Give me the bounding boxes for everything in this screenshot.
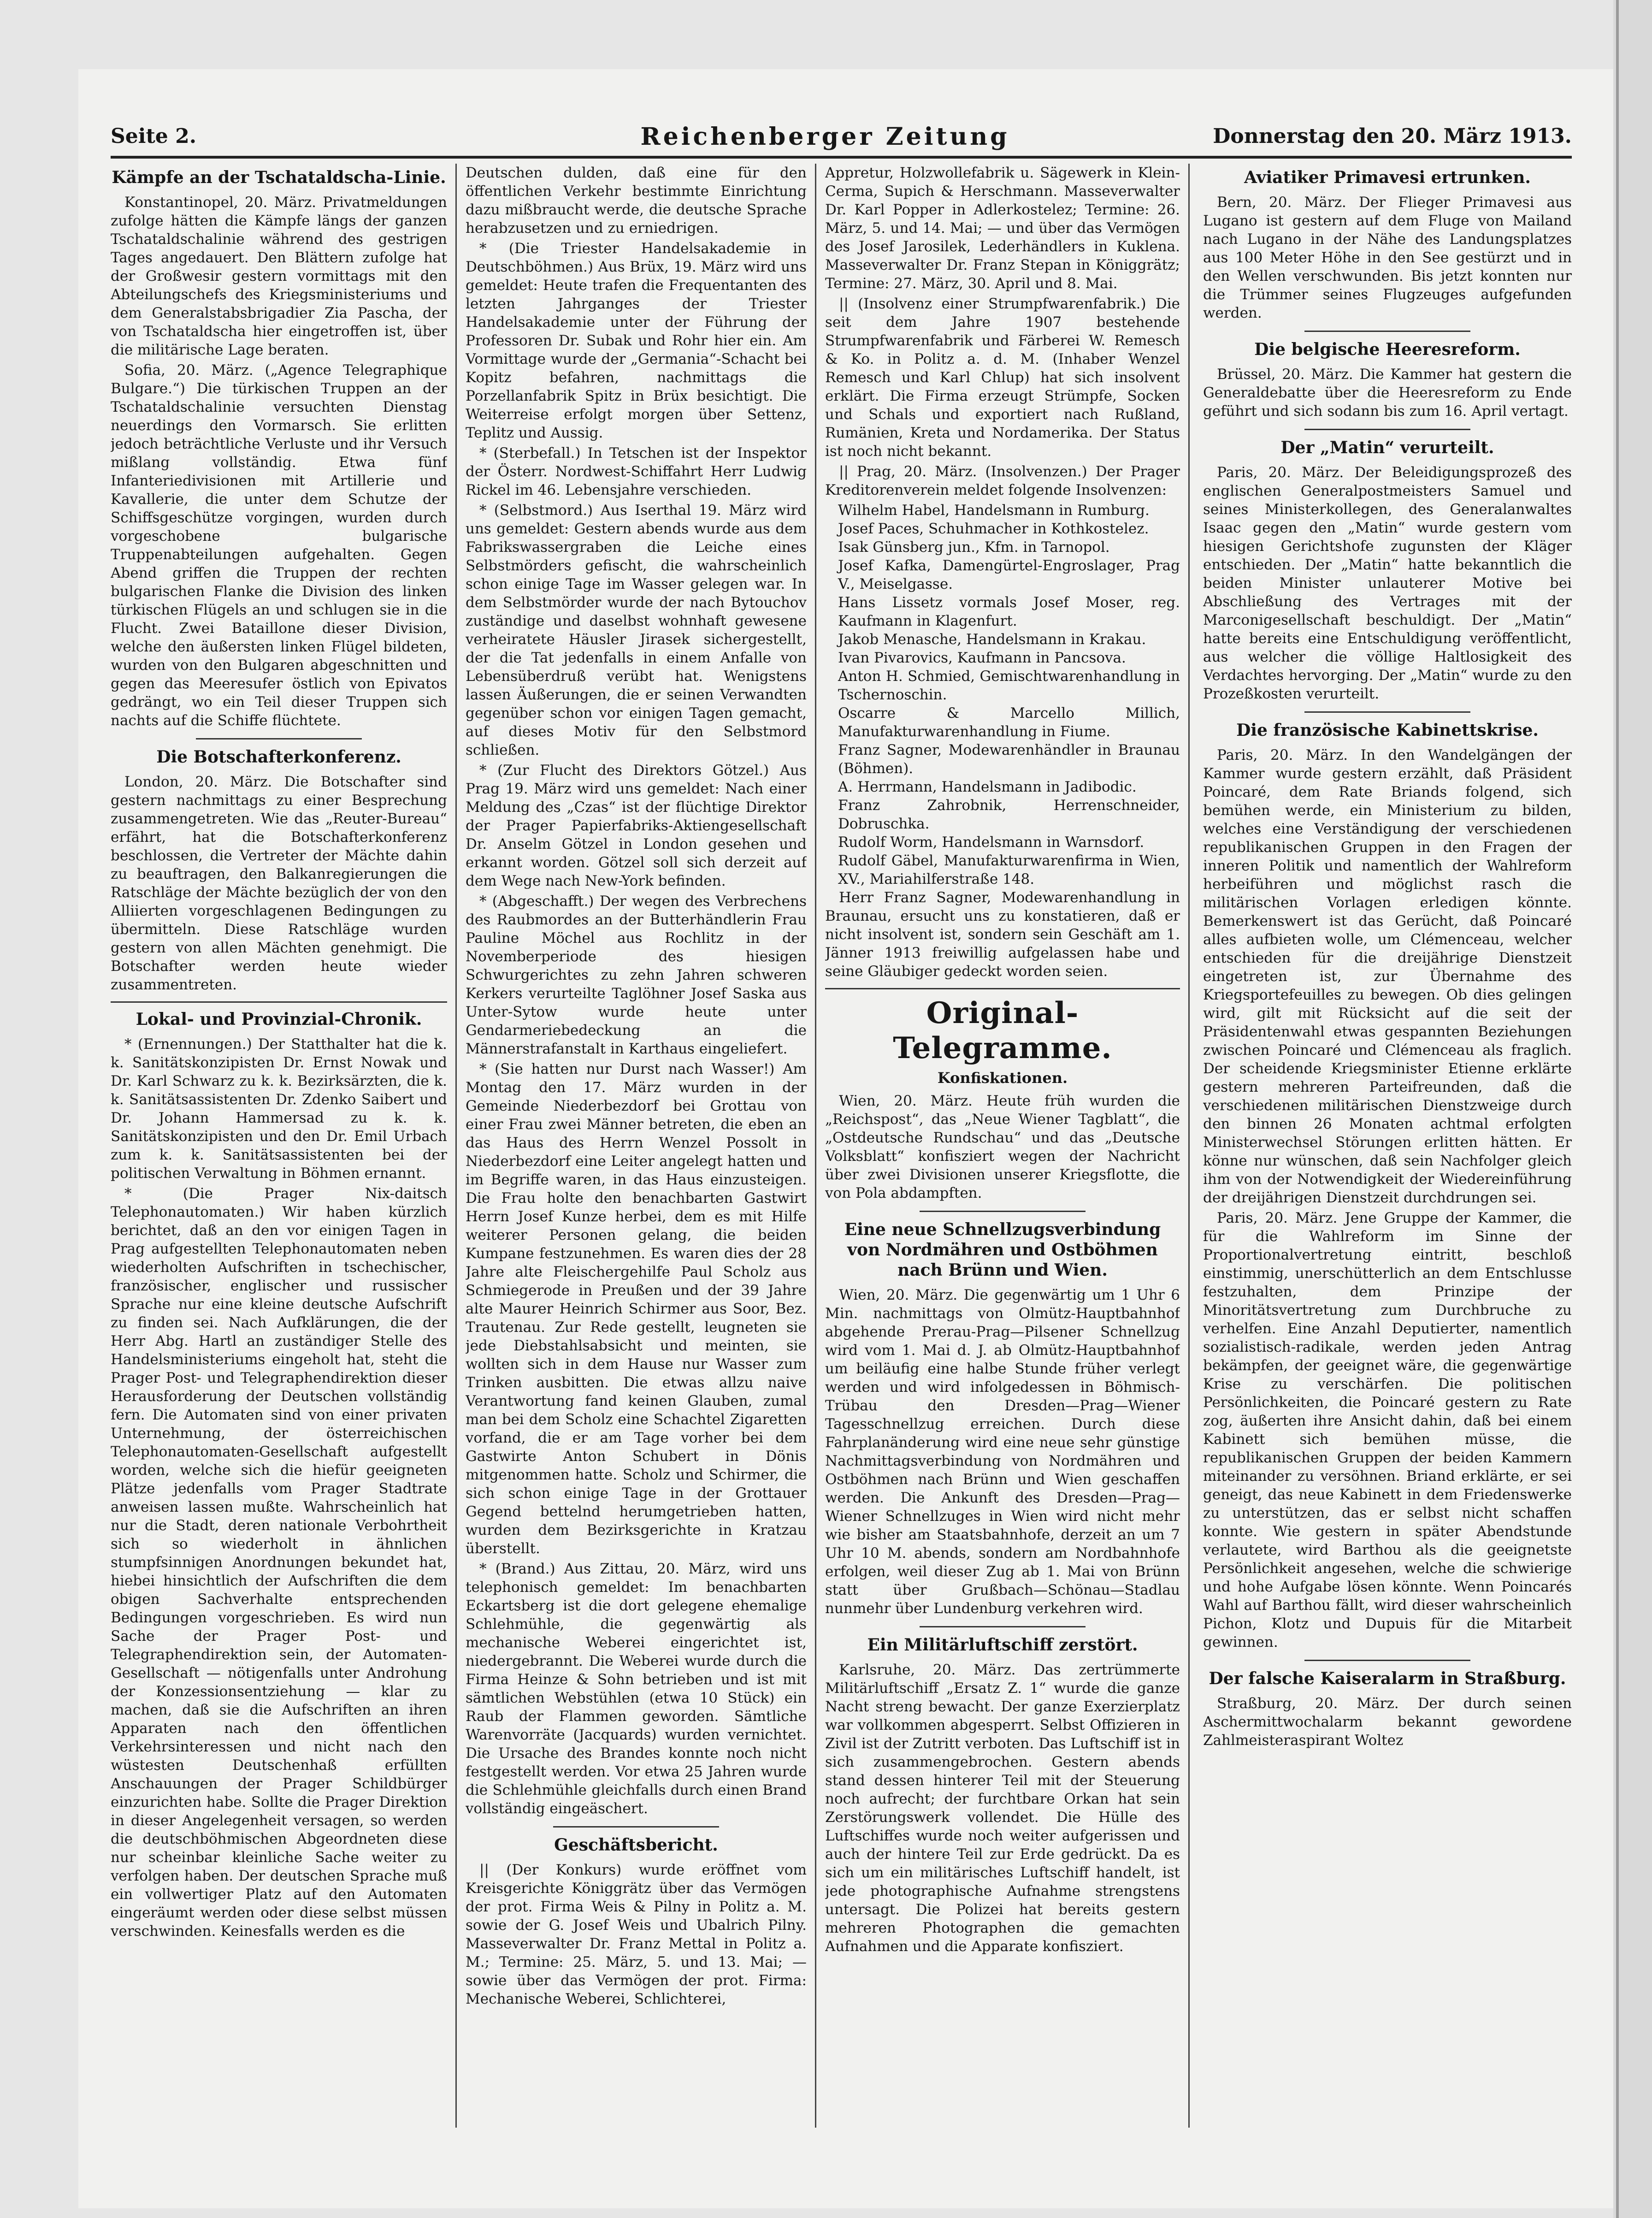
article-text: Straßburg, 20. März. Der durch seinen Aschermittwochalarm bekannt gewordene Zahlmeisteraspirant Woltez bbox=[1203, 1695, 1572, 1749]
section-heading: Lokal- und Provinzial-Chronik. bbox=[136, 1010, 422, 1029]
article-text: * (Selbstmord.) Aus Iserthal 19. März wird uns gemeldet: Gestern abends wurde aus dem Fabrikswassergraben die Leiche eines Selbstmörders gefischt, die wahrscheinlich schon einige Tage im Wasser gelegen war. In dem Selbstmörder wurde der nach Bytouchov zuständige und daselbst wohnhaft gewesene verheiratete Häusler Jirasek sichergestellt, der die Tat jedenfalls in einem Anfalle von Lebensüberdruß verübt hat. Wenigstens lassen Äußerungen, die er seinen Verwandten gegenüber schon vor einigen Tagen gemacht, auf dieses Motiv für den Selbstmord schließen. bbox=[466, 502, 807, 758]
column-rule bbox=[1188, 164, 1190, 2128]
list-item: Franz Sagner, Modewarenhändler in Braunau (Böhmen). bbox=[838, 742, 1180, 777]
article-text: Karlsruhe, 20. März. Das zertrümmerte Militärluftschiff „Ersatz Z. 1“ wurde die ganze Nacht streng bewacht. Der ganze Exerzierplatz war vollkommen abgesperrt. Selbst Offizieren in Zivil ist der Zutritt verboten. Das Luftschiff ist in sich zusammengebrochen. Gestern abends stand dessen hinterer Teil mit der Steuerung noch aufrecht; der furchtbare Orkan hat sein Zerstörungswerk vollendet. Die Hülle des Luftschiffes wurde noch weiter aufgerissen und auch der hintere Teil zur Erde gedrückt. Da es sich um ein militärisches Luftschiff handelt, ist jede photographische Aufnahme strengstens untersagt. Die Polizei hat bereits gestern mehreren Photographen die gemachten Aufnahmen und die Apparate konfisziert. bbox=[825, 1662, 1180, 1955]
article-text: Appretur, Holzwollefabrik u. Sägewerk in Klein-Cerma, Supich & Herschmann. Masseverwalter Dr. Karl Popper in Adlerkostelez; Termine: 26. März, 5. und 14. Mai; — und über das Vermögen des Josef Jarosilek, Lederhändlers in Kuklena. Masseverwalter Dr. Franz Stepan in Königgrätz; Termine: 27. März, 30. April und 8. Mai. bbox=[825, 165, 1180, 292]
article-text: Bern, 20. März. Der Flieger Primavesi aus Lugano ist gestern auf dem Fluge von Mailand nach Lugano in der Nähe des Landungsplatzes aus 100 Meter Höhe in den See gestürzt und in den Wellen verschwunden. Bis jetzt konnten nur die Trümmer seines Flugzeuges aufgefunden werden. bbox=[1203, 194, 1572, 321]
article-text: * (Die Prager Nix-daitsch Telephonautomaten.) Wir haben kürzlich berichtet, daß an den vor einigen Tagen in Prag aufgestellten Telephonautomaten neben wiederholten Aufschriften in tschechischer, französischer, englischer und russischer Sprache nur eine kleine deutsche Aufschrift zu finden sei. Nach Aufklärungen, die der Herr Abg. Hartl an zuständiger Stelle des Handelsministeriums eingeholt hat, steht die Prager Post- und Telegraphendirektion dieser Herausforderung der Deutschen vollständig fern. Die Automaten sind von einer privaten Unternehmung, der österreichischen Telephonautomaten-Gesellschaft aufgestellt worden, welche sich die hiefür geeigneten Plätze jedenfalls vom Prager Stadtrate anweisen lassen mußte. Wahrscheinlich hat nur die Stadt, deren nationale Verbohrtheit sich so wiederholt in ähnlichen stumpfsinnigen Anordnungen bekundet hat, hiebei hinsichtlich der Aufschriften die dem obigen Sachverhalte entsprechenden Bedingungen vorgeschrieben. Es wird nun Sache der Prager Post- und Telegraphendirektion sein, der Automaten-Gesellschaft — nötigenfalls unter Androhung der Konzessionsentziehung — klar zu machen, daß sie die Aufschriften an ihren Apparaten nach den öffentlichen Verkehrsinteressen und nicht nach den wüstesten Deutschenhaß erfüllten Anschauungen der Prager Schildbürger einzurichten habe. Sollte die Prager Direktion in dieser Angelegenheit versagen, so werden die deutschböhmischen Abgeordneten diese nur scheinbar kleinliche Sache weiter zu verfolgen haben. Der deutschen Sprache muß ein vollwertiger Platz auf den Automaten eingeräumt werden oder diese selbst müssen verschwinden. Keinesfalls werden es die bbox=[111, 1185, 447, 1940]
divider bbox=[920, 1211, 1086, 1212]
page-date: Donnerstag den 20. März 1913. bbox=[1213, 124, 1572, 148]
article-text: Sofia, 20. März. („Agence Telegraphique Bulgare.“) Die türkischen Truppen an der Tschataldschalinie versuchten Dienstag neuerdings den Vormarsch. Sie erlitten jedoch beträchtliche Verluste und ihr Versuch mißlang vollständig. Etwa fünf Infanteriedivisionen mit Artillerie und Kavallerie, die unter dem Schutze der Schiffsgeschütze vorgingen, wurden durch vorgeschobene bulgarische Truppenabteilungen aufgehalten. Gegen Abend griffen die Truppen der rechten bulgarischen Flanke die Division des linken türkischen Flügels an und schlugen sie in die Flucht. Zwei Bataillone dieser Division, welche den äußersten linken Flügel bildeten, wurden von den Bulgaren abgeschnitten und gegen das Meeresufer östlich von Epivatos gedrängt, wo ein Teil dieser Truppen sich nachts auf die Schiffe flüchtete. bbox=[111, 362, 447, 729]
article-text: Konstantinopel, 20. März. Privatmeldungen zufolge hätten die Kämpfe längs der ganzen Tschataldschalinie während des gestrigen Tages angedauert. Den Blättern zufolge hat der Großwesir gestern vormittags mit den Abteilungschefs des Kriegsministeriums und dem Generalstabsbrigadier Zia Pascha, der von Tschataldscha hier eingetroffen ist, über die militärische Lage beraten. bbox=[111, 194, 447, 358]
article-heading: Eine neue Schnellzugsverbindung von Nordmähren und Ostböhmen nach Brünn und Wien. bbox=[844, 1220, 1161, 1280]
column-1 bbox=[111, 164, 447, 2155]
article-text: * (Die Triester Handelsakademie in Deutschböhmen.) Aus Brüx, 19. März wird uns gemeldet: Heute trafen die Frequentanten des letzten Jahrganges der Triester Handelsakademie unter der Führung der Professoren Dr. Subak und Rohr hier ein. Am Vormittage wurde der „Germania“-Schacht bei Kopitz befahren, nachmittags die Porzellanfabrik Spitz in Brüx besichtigt. Die Weiterreise erfolgt morgen über Settenz, Teplitz und Aussig. bbox=[466, 240, 807, 441]
article-heading: Ein Militärluftschiff zerstört. bbox=[867, 1635, 1138, 1655]
column-4 bbox=[1203, 164, 1572, 2155]
section-heading: Original-Telegramme. bbox=[893, 996, 1112, 1065]
section-heading: Geschäftsbericht. bbox=[554, 1835, 718, 1855]
article-text: Wien, 20. März. Heute früh wurden die „Reichspost“, das „Neue Wiener Tagblatt“, die „Ostdeutsche Rundschau“ und das „Deutsche Volksblatt“ konfisziert wegen der Nachricht über zwei Divisionen unserer Kriegsflotte, die von Pola abdampften. bbox=[825, 1093, 1180, 1201]
list-item: Oscarre & Marcello Millich, Manufakturwarenhandlung in Fiume. bbox=[838, 705, 1180, 740]
list-item: A. Herrmann, Handelsmann in Jadibodic. bbox=[838, 779, 1137, 795]
divider bbox=[1304, 1660, 1470, 1661]
list-item: Jakob Menasche, Handelsmann in Krakau. bbox=[838, 631, 1146, 648]
article-text: Paris, 20. März. Jene Gruppe der Kammer, die für die Wahlreform im Sinne der Proportionalvertretung eintritt, beschloß einstimmig, unerschütterlich an dem Entschlusse festzuhalten, dem Prinzipe der Minoritätsvertretung zum Durchbruche zu verhelfen. Eine Anzahl Deputierter, namentlich sozialistisch-radikale, werden jeden Antrag bekämpfen, der geeignet wäre, die gegenwärtige Krise zu verschärfen. Die politischen Persönlichkeiten, die Poincaré gestern zu Rate zog, äußerten ihre Ansicht dahin, daß bei einem Kabinett sich bemühen müsse, die republikanischen Gruppen der beiden Kammern miteinander zu versöhnen. Briand erklärte, er sei geneigt, das neue Kabinett in dem Friedenswerke zu unterstützen, das er selbst nicht schaffen konnte. Wie gestern in später Abendstunde verlautete, wird Barthou als die geeignetste Persönlichkeit angesehen, welche die schwierige und hohe Aufgabe lösen könnte. Wenn Poincarés Wahl auf Barthou fällt, wird dieser wahrscheinlich Pichon, Klotz und Dupuis für die Mitarbeit gewinnen. bbox=[1203, 1210, 1572, 1650]
header-rule bbox=[111, 156, 1572, 159]
divider bbox=[825, 988, 1180, 989]
column-3 bbox=[825, 164, 1180, 2155]
article-text: * (Sterbefall.) In Tetschen ist der Inspektor der Österr. Nordwest-Schiffahrt Herr Ludwig Rickel im 46. Lebensjahre verschieden. bbox=[466, 445, 807, 498]
article-heading: Kämpfe an der Tschataldscha-Linie. bbox=[112, 168, 446, 187]
article-heading: Konfiskationen. bbox=[937, 1069, 1068, 1087]
divider bbox=[111, 1001, 447, 1003]
page-header bbox=[111, 124, 1572, 152]
article-text: Wien, 20. März. Die gegenwärtig um 1 Uhr 6 Min. nachmittags von Olmütz-Hauptbahnhof abgehende Prerau-Prag—Pilsener Schnellzug wird vom 1. Mai d. J. ab Olmütz-Hauptbahnhof um beiläufig eine halbe Stunde früher verlegt werden und wird infolgedessen in Böhmisch-Trübau den Dresden—Prag—Wiener Tagesschnellzug erreichen. Durch diese Fahrplanänderung wird eine neue sehr günstige Nachmittagsverbindung von Nordmähren und Ostböhmen nach Brünn und Wien geschaffen werden. Die Ankunft des Dresden—Prag—Wiener Schnellzuges in Wien wird nicht mehr wie bisher am Staatsbahnhofe, derzeit an um 7 Uhr 10 M. abends, sondern am Nordbahnhofe erfolgen, weil dieser Zug ab 1. Mai von Brünn statt über Grußbach—Schönau—Stadlau nunmehr über Lundenburg verkehren wird. bbox=[825, 1287, 1180, 1617]
divider bbox=[920, 1626, 1086, 1627]
list-item: Isak Günsberg jun., Kfm. in Tarnopol. bbox=[838, 539, 1110, 556]
list-item: Rudolf Worm, Handelsmann in Warnsdorf. bbox=[838, 834, 1145, 851]
article-heading: Aviatiker Primavesi ertrunken. bbox=[1244, 168, 1531, 187]
list-item: Rudolf Gäbel, Manufakturwarenfirma in Wien, XV., Mariahilferstraße 148. bbox=[838, 852, 1180, 887]
article-text: Paris, 20. März. In den Wandelgängen der Kammer wurde gestern erzählt, daß Präsident Poincaré, dem Rate Briands folgend, sich bemühen werde, ein Ministerium zu bilden, welches eine Verständigung der verschiedenen republikanischen Gruppen in den Fragen der inneren Politik und namentlich der Wahlreform herbeiführen und möglichst rasch die militärischen Vorlagen erledigen könnte. Bemerkenswert ist das Gerücht, daß Poincaré alles aufbieten wolle, um Clémenceau, welcher entschieden für die dreijährige Dienstzeit eingetreten ist, zur Übernahme des Kriegsportefeuilles zu bewegen. Ob dies gelingen wird, gilt mit Rücksicht auf die seit der Präsidentenwahl etwas gespannten Beziehungen zwischen Poincaré und Clémenceau als fraglich. Der scheidende Kriegsminister Etienne erklärte gestern mehreren Parteifreunden, daß die verschiedenen militärischen Dienstzweige durch den binnen 26 Monaten achtmal erfolgten Ministerwechsel Störungen erlitten hätten. Er könne nur wünschen, daß sein Nachfolger gleich ihm von der Notwendigkeit der Wiedereinführung der dreijährigen Dienstzeit durchdrungen sei. bbox=[1203, 747, 1572, 1206]
article-heading: Die französische Kabinettskrise. bbox=[1236, 721, 1539, 740]
article-text: * (Brand.) Aus Zittau, 20. März, wird uns telephonisch gemeldet: Im benachbarten Eckartsberg ist die dort gelegene ehemalige Schlehmühle, die gegenwärtig als mechanische Weberei eingerichtet ist, niedergebrannt. Die Weberei wurde durch die Firma Heinze & Sohn betrieben und ist mit sämtlichen Webstühlen (etwa 10 Stück) ein Raub der Flammen geworden. Sämtliche Warenvorräte (Jacquards) wurden vernichtet. Die Ursache des Brandes konnte noch nicht festgestellt werden. Vor etwa 25 Jahren wurde die Schlehmühle gleichfalls durch einen Brand vollständig eingeäschert. bbox=[466, 1561, 807, 1817]
article-text: Herr Franz Sagner, Modewarenhandlung in Braunau, ersucht uns zu konstatieren, daß er nicht insolvent ist, sondern sein Geschäft am 1. Jänner 1913 freiwillig aufgelassen habe und seine Gläubiger gedeckt worden seien. bbox=[825, 889, 1180, 980]
divider bbox=[1304, 429, 1470, 430]
divider bbox=[553, 1826, 719, 1828]
divider bbox=[1304, 331, 1470, 332]
article-text: * (Sie hatten nur Durst nach Wasser!) Am Montag den 17. März wurden in der Gemeinde Niederbezdorf bei Grottau von einer Frau zwei Männer betreten, die eben an das Haus des Herrn Wenzel Possolt in Niederbezdorf eine Leiter angelegt hatten und im Begriffe waren, in das Haus einzusteigen. Die Frau holte den benachbarten Gastwirt Herrn Josef Kunze herbei, dem es mit Hilfe weiterer Personen gelang, die beiden Kumpane festzunehmen. Es waren dies der 28 Jahre alte Fleischergehilfe Paul Scholz aus Schmiegerode in Preußen und der 39 Jahre alte Maurer Heinrich Schirmer aus Soor, Bez. Trautenau. Zur Rede gestellt, leugneten sie jede Diebstahlsabsicht und meinten, sie wollten sich in dem Hause nur Wasser zum Trinken ausbitten. Die etwas allzu naive Verantwortung fand keinen Glauben, zumal man bei dem Scholz eine Schachtel Zigaretten vorfand, die er am Tage vorher bei dem Gastwirte Anton Schubert in Dönis mitgenommen hatte. Scholz und Schirmer, die sich schon einige Tage in der Grottauer Gegend bettelnd herumgetrieben hatten, wurden dem Bezirksgerichte in Kratzau überstellt. bbox=[466, 1061, 807, 1557]
article-text: || (Der Konkurs) wurde eröffnet vom Kreisgerichte Königgrätz über das Vermögen der prot. Firma Weis & Pilny in Politz a. M. sowie der G. Josef Weis und Ubalrich Pilny. Masseverwalter Dr. Franz Mettal in Politz a. M.; Termine: 25. März, 5. und 13. Mai; — sowie über das Vermögen der prot. Firma: Mechanische Weberei, Schlichterei, bbox=[466, 1862, 807, 2007]
list-item: Josef Paces, Schuhmacher in Kothkostelez. bbox=[838, 520, 1149, 537]
article-text: * (Ernennungen.) Der Statthalter hat die k. k. Sanitätskonzipisten Dr. Ernst Nowak und Dr. Karl Schwarz zu k. k. Bezirksärzten, die k. k. Sanitätsassistenten Dr. Zdenko Saibert und Dr. Johann Hammersad zu k. k. Sanitätskonzipisten und den Dr. Emil Urbach zum k. k. Sanitätsassistenten bei der politischen Verwaltung in Böhmen ernannt. bbox=[111, 1036, 447, 1182]
list-item: Josef Kafka, Damengürtel-Engroslager, Prag V., Meiselgasse. bbox=[838, 557, 1180, 592]
article-text: || (Insolvenz einer Strumpfwarenfabrik.) Die seit dem Jahre 1907 bestehende Strumpfwarenfabrik und Färberei W. Remesch & Ko. in Politz a. d. M. (Inhaber Wenzel Remesch und Karl Chlup) hat sich insolvent erklärt. Die Firma erzeugt Strümpfe, Socken und Schals und exportiert nach Rußland, Rumänien, Kreta und Nordamerika. Der Status ist noch nicht bekannt. bbox=[825, 296, 1180, 460]
list-item: Anton H. Schmied, Gemischtwarenhandlung in Tschernoschin. bbox=[838, 668, 1180, 703]
list-item: Hans Lissetz vormals Josef Moser, reg. Kaufmann in Klagenfurt. bbox=[838, 594, 1180, 629]
column-2 bbox=[466, 164, 807, 2155]
list-item: Wilhelm Habel, Handelsmann in Rumburg. bbox=[838, 502, 1150, 519]
list-item: Franz Zahrobnik, Herrenschneider, Dobruschka. bbox=[838, 797, 1180, 832]
divider bbox=[1304, 711, 1470, 713]
article-heading: Die belgische Heeresreform. bbox=[1254, 340, 1521, 359]
article-text: * (Abgeschafft.) Der wegen des Verbrechens des Raubmordes an der Butterhändlerin Frau Pauline Möchel aus Rochlitz in der Novemberperiode des hiesigen Schwurgerichtes zu zehn Jahren schweren Kerkers verurteilte Taglöhner Josef Saska aus Unter-Sytow wurde heute unter Gendarmeriebedeckung an die Männerstrafanstalt in Karthaus eingeliefert. bbox=[466, 893, 807, 1057]
article-text: * (Zur Flucht des Direktors Götzel.) Aus Prag 19. März wird uns gemeldet: Nach einer Meldung des „Czas“ ist der flüchtige Direktor der Prager Papierfabriks-Aktiengesellschaft Dr. Anselm Götzel in London gesehen und erkannt worden. Götzel soll sich derzeit auf dem Wege nach New-York befinden. bbox=[466, 762, 807, 889]
scan-edge bbox=[1613, 0, 1652, 2218]
masthead: Reichenberger Zeitung bbox=[640, 123, 1010, 151]
list-item: Ivan Pivarovics, Kaufmann in Pancsova. bbox=[838, 650, 1126, 666]
article-text: Brüssel, 20. März. Die Kammer hat gestern die Generaldebatte über die Heeresreform zu Ende geführt und sich sodann bis zum 16. April vertagt. bbox=[1203, 366, 1572, 420]
article-text: London, 20. März. Die Botschafter sind gestern nachmittags zu einer Besprechung zusammengetreten. Wie das „Reuter-Bureau“ erfährt, hat die Botschafterkonferenz beschlossen, die Vertreter der Mächte dahin zu beauftragen, den Balkanregierungen die Ratschläge der Mächte bezüglich der von den Alliierten vorgeschlagenen Bedingungen zu übermitteln. Diese Ratschläge wurden gestern von allen Mächten genehmigt. Die Botschafter werden heute wieder zusammentreten. bbox=[111, 774, 447, 993]
article-text: Paris, 20. März. Der Beleidigungsprozeß des englischen Generalpostmeisters Samuel und seines Ministerkollegen, des Generalanwaltes Isaac gegen den „Matin“ wurde gestern vom hiesigen Gerichtshofe zugunsten der Kläger entschieden. Der „Matin“ hatte bekanntlich die beiden Minister unlauterer Motive bei Abschließung des Vertrages mit der Marconigesellschaft beschuldigt. Der „Matin“ hatte bereits eine Entschuldigung veröffentlicht, aus welcher die völlige Haltlosigkeit des Verdachtes hervorging. Der „Matin“ wurde zu den Prozeßkosten verurteilt. bbox=[1203, 464, 1572, 702]
article-heading: Die Botschafterkonferenz. bbox=[156, 747, 401, 767]
column-rule bbox=[815, 164, 816, 2128]
article-text: Deutschen dulden, daß eine für den öffentlichen Verkehr bestimmte Einrichtung dazu mißbraucht werde, die deutsche Sprache herabzusetzen und zu erniedrigen. bbox=[466, 165, 807, 237]
newspaper-page bbox=[78, 69, 1613, 2208]
insolvency-list bbox=[825, 501, 1180, 888]
page-number: Seite 2. bbox=[111, 124, 197, 148]
article-heading: Der „Matin“ verurteilt. bbox=[1280, 438, 1494, 457]
divider bbox=[196, 738, 362, 739]
article-heading: Der falsche Kaiseralarm in Straßburg. bbox=[1209, 1669, 1566, 1688]
article-text: || Prag, 20. März. (Insolvenzen.) Der Prager Kreditorenverein meldet folgende Insolvenzen: bbox=[825, 463, 1180, 498]
column-rule bbox=[455, 164, 457, 2128]
